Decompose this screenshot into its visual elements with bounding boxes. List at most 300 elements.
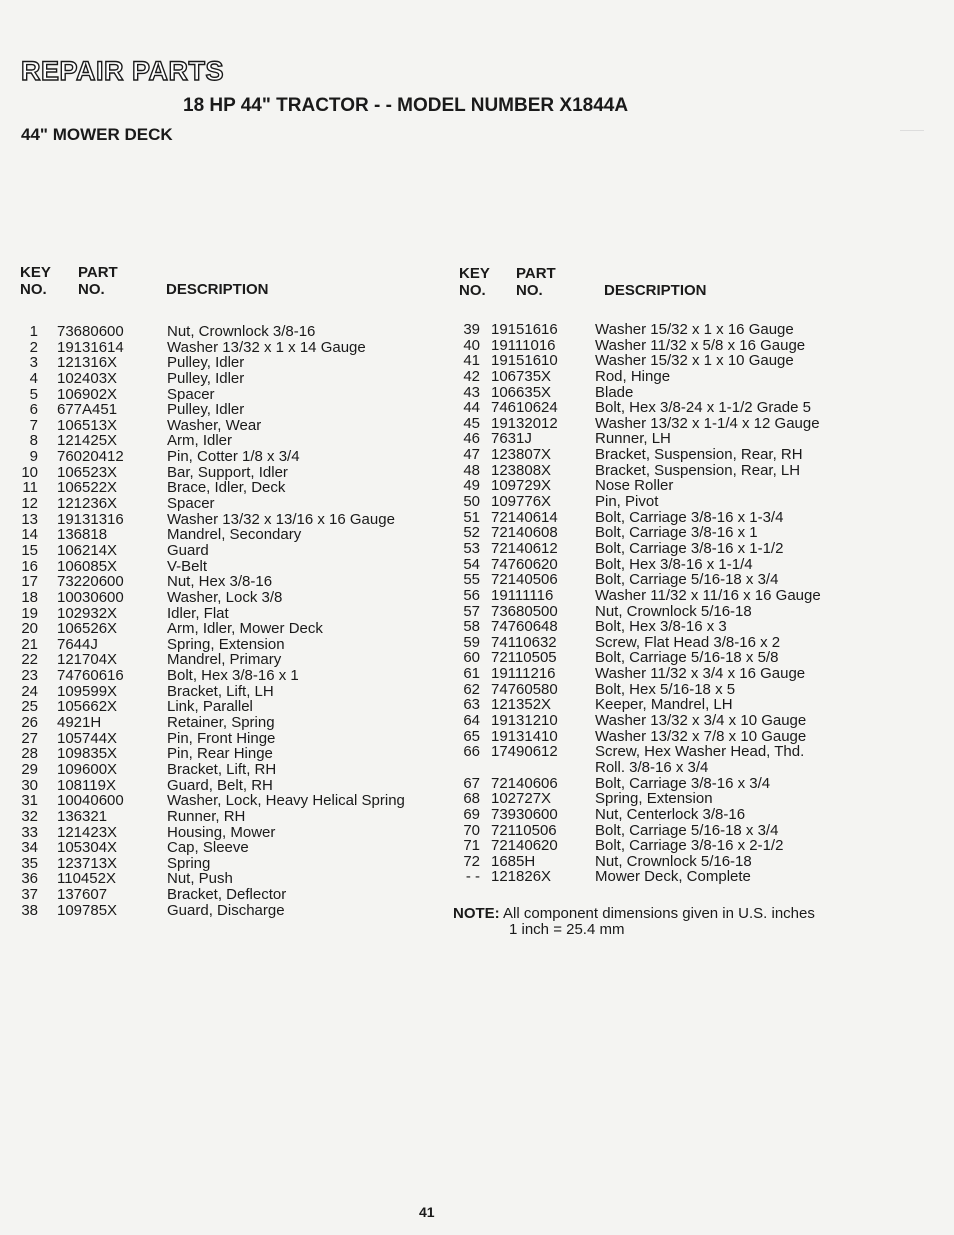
part-row xyxy=(450,400,821,416)
key-number: 61 xyxy=(463,665,480,683)
key-number: 16 xyxy=(21,557,38,575)
part-description: Washer 13/32 x 1-1/4 x 12 Gauge xyxy=(595,414,820,432)
part-description: Bolt, Carriage 3/8-16 x 3/4 xyxy=(595,774,771,792)
part-row xyxy=(20,684,405,700)
part-description: Bolt, Hex 3/8-16 x 3 xyxy=(595,618,727,636)
part-description: Washer 13/32 x 13/16 x 16 Gauge xyxy=(167,510,395,528)
part-row xyxy=(450,431,821,447)
key-number: 59 xyxy=(463,633,480,651)
part-description: Pin, Front Hinge xyxy=(167,729,276,747)
key-number: 50 xyxy=(463,493,480,511)
part-description: V-Belt xyxy=(167,557,208,575)
part-number: 73680500 xyxy=(491,602,558,620)
part-row xyxy=(450,557,821,573)
part-number: 19131410 xyxy=(491,727,558,745)
part-number: 19111016 xyxy=(491,336,556,354)
part-number: 109776X xyxy=(491,493,552,511)
part-number: 10030600 xyxy=(57,588,124,606)
part-description: Spacer xyxy=(167,495,215,513)
part-description: Nose Roller xyxy=(595,477,674,495)
part-number: 109785X xyxy=(57,901,118,919)
part-number xyxy=(491,760,595,776)
part-row xyxy=(20,340,405,356)
part-number: 7644J xyxy=(57,635,98,653)
part-number: 72140612 xyxy=(491,539,558,557)
key-number: 8 xyxy=(29,432,38,450)
note-text: All component dimensions given in U.S. inches xyxy=(503,905,815,922)
description-header-right: DESCRIPTION xyxy=(604,282,707,299)
dimension-note xyxy=(453,906,815,938)
part-row xyxy=(20,527,405,543)
part-description: Pin, Rear Hinge xyxy=(167,745,273,763)
part-row xyxy=(450,713,821,729)
key-number xyxy=(450,760,480,776)
section-heading: 44" MOWER DECK xyxy=(21,125,173,144)
key-number: 35 xyxy=(21,854,38,872)
key-number: 6 xyxy=(29,401,38,419)
key-number: 1 xyxy=(29,323,38,340)
key-number: 62 xyxy=(463,680,480,698)
key-number: 45 xyxy=(463,414,480,432)
part-row xyxy=(450,478,821,494)
part-description: Bracket, Deflector xyxy=(167,886,287,904)
part-number: 123808X xyxy=(491,461,552,479)
part-description: Bracket, Lift, LH xyxy=(167,682,274,700)
part-number: 19131316 xyxy=(57,510,124,528)
parts-list-left xyxy=(20,324,405,918)
key-number: 7 xyxy=(29,416,38,434)
part-number: 76020412 xyxy=(57,448,124,466)
part-description: Arm, Idler, Mower Deck xyxy=(167,620,323,638)
part-row xyxy=(450,338,821,354)
part-number: 74760620 xyxy=(491,555,558,573)
key-number: 51 xyxy=(463,508,480,526)
part-description: Bracket, Lift, RH xyxy=(167,760,277,778)
part-row xyxy=(20,840,405,856)
key-number: 34 xyxy=(21,839,38,857)
key-number: 23 xyxy=(21,667,38,685)
part-description: Washer, Wear xyxy=(167,416,262,434)
key-number: 57 xyxy=(463,602,480,620)
part-row xyxy=(450,463,821,479)
part-row xyxy=(20,871,405,887)
part-description: Bolt, Carriage 5/16-18 x 5/8 xyxy=(595,649,779,667)
part-number: 677A451 xyxy=(57,401,118,419)
part-number: 105744X xyxy=(57,729,118,747)
part-description: Mandrel, Primary xyxy=(167,651,282,669)
part-row xyxy=(450,541,821,557)
part-number: 110452X xyxy=(57,870,116,888)
key-number: 10 xyxy=(21,463,38,481)
part-row xyxy=(450,744,821,760)
part-description: Bolt, Carriage 3/8-16 x 1 xyxy=(595,524,758,542)
page-edge-mark xyxy=(900,130,924,131)
note-conversion: 1 inch = 25.4 mm xyxy=(509,921,625,938)
part-description: Washer, Lock 3/8 xyxy=(167,588,283,606)
key-number: 2 xyxy=(29,338,38,356)
key-number: 52 xyxy=(463,524,480,542)
key-number: 21 xyxy=(21,635,38,653)
part-description: Washer 11/32 x 11/16 x 16 Gauge xyxy=(595,586,821,604)
part-number: 72110505 xyxy=(491,649,557,667)
part-row xyxy=(20,543,405,559)
part-description: Mower Deck, Complete xyxy=(595,868,751,886)
part-description: Bolt, Carriage 5/16-18 x 3/4 xyxy=(595,821,779,839)
part-row xyxy=(20,637,405,653)
key-number: 20 xyxy=(21,620,38,638)
part-number: 72140614 xyxy=(491,508,558,526)
part-row xyxy=(20,371,405,387)
part-row xyxy=(450,854,821,870)
part-row xyxy=(450,619,821,635)
key-number: 43 xyxy=(463,383,480,401)
key-number: 71 xyxy=(463,837,480,855)
part-number: 123807X xyxy=(491,446,552,464)
part-number: 74110632 xyxy=(491,633,557,651)
part-number: 106513X xyxy=(57,416,118,434)
key-number: 53 xyxy=(463,539,480,557)
part-row xyxy=(20,449,405,465)
part-number: 123713X xyxy=(57,854,118,872)
part-number: 106085X xyxy=(57,557,118,575)
part-number: 106526X xyxy=(57,620,118,638)
key-number: 4 xyxy=(29,369,38,387)
part-number: 121352X xyxy=(491,696,552,714)
part-row xyxy=(20,731,405,747)
part-row xyxy=(20,715,405,731)
part-row xyxy=(450,823,821,839)
key-number: 54 xyxy=(463,555,480,573)
part-row xyxy=(20,418,405,434)
part-number: 106214X xyxy=(57,541,118,559)
part-row xyxy=(20,793,405,809)
part-number: 121826X xyxy=(491,868,552,886)
part-description: Pulley, Idler xyxy=(167,354,245,372)
part-description: Bolt, Carriage 3/8-16 x 1-3/4 xyxy=(595,508,784,526)
key-number: 15 xyxy=(21,541,38,559)
key-number: 33 xyxy=(21,823,38,841)
part-number: 109600X xyxy=(57,760,118,778)
part-number: 109599X xyxy=(57,682,118,700)
part-row xyxy=(20,825,405,841)
part-row xyxy=(450,791,821,807)
part-row xyxy=(450,416,821,432)
part-description: Housing, Mower xyxy=(167,823,276,841)
part-number: 1685H xyxy=(491,852,536,870)
key-header-left: KEY NO. xyxy=(20,264,51,298)
part-description: Nut, Crownlock 3/8-16 xyxy=(167,323,316,340)
part-number: 106522X xyxy=(57,479,118,497)
part-row xyxy=(20,355,405,371)
part-description: Nut, Hex 3/8-16 xyxy=(167,573,273,591)
part-description: Spacer xyxy=(167,385,215,403)
part-number: 102932X xyxy=(57,604,118,622)
part-number: 105662X xyxy=(57,698,118,716)
part-description: Guard, Discharge xyxy=(167,901,285,919)
part-number: 72140608 xyxy=(491,524,558,542)
key-number: 63 xyxy=(463,696,480,714)
part-description: Bolt, Carriage 3/8-16 x 1-1/2 xyxy=(595,539,784,557)
part-row xyxy=(450,572,821,588)
part-number: 19111216 xyxy=(491,665,556,683)
key-number: 47 xyxy=(463,446,480,464)
part-description: Cap, Sleeve xyxy=(167,839,249,857)
key-number: 64 xyxy=(463,712,480,730)
part-description: Link, Parallel xyxy=(167,698,253,716)
key-number: 5 xyxy=(29,385,38,403)
key-number: 12 xyxy=(21,495,38,513)
key-number: 55 xyxy=(463,571,480,589)
part-number: 73680600 xyxy=(57,323,124,340)
part-description: Nut, Push xyxy=(167,870,233,888)
part-row xyxy=(450,666,821,682)
key-number: 18 xyxy=(21,588,38,606)
note-label: NOTE: xyxy=(453,905,500,922)
part-row xyxy=(450,588,821,604)
key-number: 42 xyxy=(463,367,480,385)
part-description: Retainer, Spring xyxy=(167,714,275,732)
key-number: - - xyxy=(465,868,480,886)
page-title: REPAIR PARTS xyxy=(21,56,225,86)
part-row xyxy=(450,369,821,385)
part-description: Screw, Flat Head 3/8-16 x 2 xyxy=(595,633,781,651)
part-number: 136321 xyxy=(57,807,108,825)
key-number: 39 xyxy=(463,321,480,338)
key-number: 36 xyxy=(21,870,38,888)
key-number: 66 xyxy=(463,743,480,761)
key-number: 9 xyxy=(29,448,38,466)
part-row xyxy=(450,682,821,698)
part-description: Guard xyxy=(167,541,209,559)
part-description: Bolt, Hex 3/8-24 x 1-1/2 Grade 5 xyxy=(595,399,811,417)
part-row xyxy=(450,353,821,369)
part-row xyxy=(20,887,405,903)
key-number: 41 xyxy=(463,352,480,370)
part-number: 73220600 xyxy=(57,573,124,591)
part-row xyxy=(20,559,405,575)
part-description: Nut, Crownlock 5/16-18 xyxy=(595,852,752,870)
part-description: Washer, Lock, Heavy Helical Spring xyxy=(167,792,405,810)
part-description: Guard, Belt, RH xyxy=(167,776,273,794)
part-number: 121236X xyxy=(57,495,118,513)
part-number: 19131210 xyxy=(491,712,558,730)
part-row xyxy=(450,635,821,651)
key-number: 11 xyxy=(22,479,38,497)
part-row xyxy=(20,668,405,684)
part-header-left: PART NO. xyxy=(78,264,118,298)
part-number: 106635X xyxy=(491,383,552,401)
part-number: 105304X xyxy=(57,839,118,857)
part-row xyxy=(450,510,821,526)
part-number: 19111116 xyxy=(491,586,554,604)
part-number: 137607 xyxy=(57,886,108,904)
key-number: 56 xyxy=(463,586,480,604)
part-number: 121425X xyxy=(57,432,118,450)
part-row xyxy=(450,729,821,745)
part-description: Bracket, Suspension, Rear, LH xyxy=(595,461,801,479)
part-number: 121316X xyxy=(57,354,118,372)
part-number: 19151616 xyxy=(491,321,558,338)
part-description: Rod, Hinge xyxy=(595,367,671,385)
part-description: Bolt, Carriage 5/16-18 x 3/4 xyxy=(595,571,779,589)
part-row xyxy=(20,809,405,825)
part-number: 102403X xyxy=(57,369,118,387)
part-row xyxy=(20,778,405,794)
key-number: 58 xyxy=(463,618,480,636)
part-row xyxy=(20,433,405,449)
part-row xyxy=(20,324,405,340)
key-number: 28 xyxy=(21,745,38,763)
part-description: Runner, LH xyxy=(595,430,671,448)
key-number: 67 xyxy=(463,774,480,792)
part-description: Mandrel, Secondary xyxy=(167,526,302,544)
part-row xyxy=(20,652,405,668)
part-description: Brace, Idler, Deck xyxy=(167,479,286,497)
part-number: 72140506 xyxy=(491,571,558,589)
description-header-left: DESCRIPTION xyxy=(166,281,269,298)
part-number: 74760648 xyxy=(491,618,558,636)
part-description: Runner, RH xyxy=(167,807,246,825)
part-description: Pulley, Idler xyxy=(167,401,245,419)
part-number: 106902X xyxy=(57,385,118,403)
part-row xyxy=(20,574,405,590)
part-description: Washer 13/32 x 7/8 x 10 Gauge xyxy=(595,727,807,745)
key-number: 17 xyxy=(21,573,38,591)
key-number: 70 xyxy=(463,821,480,839)
part-description: Spring, Extension xyxy=(595,790,713,808)
part-number: 72140606 xyxy=(491,774,558,792)
part-row xyxy=(450,650,821,666)
part-row xyxy=(450,697,821,713)
part-row xyxy=(20,387,405,403)
key-number: 22 xyxy=(21,651,38,669)
key-number: 38 xyxy=(21,901,38,919)
key-number: 27 xyxy=(21,729,38,747)
part-row xyxy=(20,856,405,872)
key-number: 68 xyxy=(463,790,480,808)
part-row xyxy=(20,621,405,637)
key-number: 32 xyxy=(21,807,38,825)
part-description: Washer 15/32 x 1 x 16 Gauge xyxy=(595,321,794,338)
parts-list-right xyxy=(450,322,821,885)
part-row xyxy=(450,525,821,541)
key-number: 26 xyxy=(21,714,38,732)
part-description: Arm, Idler xyxy=(167,432,233,450)
part-number: 17490612 xyxy=(491,743,558,761)
part-header-right: PART NO. xyxy=(516,265,556,299)
part-number: 72110506 xyxy=(491,821,557,839)
key-number: 24 xyxy=(21,682,38,700)
part-number: 106735X xyxy=(491,367,552,385)
key-number: 19 xyxy=(21,604,38,622)
key-number: 29 xyxy=(21,760,38,778)
key-header-right: KEY NO. xyxy=(459,265,490,299)
part-description: Screw, Hex Washer Head, Thd. xyxy=(595,743,805,761)
part-row xyxy=(450,494,821,510)
part-description: Washer 15/32 x 1 x 10 Gauge xyxy=(595,352,794,370)
part-number: 109729X xyxy=(491,477,552,495)
part-description: Washer 13/32 x 3/4 x 10 Gauge xyxy=(595,712,807,730)
part-row xyxy=(450,838,821,854)
part-row xyxy=(20,512,405,528)
key-number: 60 xyxy=(463,649,480,667)
part-number: 19131614 xyxy=(57,338,124,356)
part-number: 74760616 xyxy=(57,667,124,685)
part-row xyxy=(20,465,405,481)
part-description: Spring, Extension xyxy=(167,635,285,653)
part-number: 4921H xyxy=(57,714,102,732)
part-description: Bolt, Carriage 3/8-16 x 2-1/2 xyxy=(595,837,784,855)
key-number: 69 xyxy=(463,805,480,823)
part-row xyxy=(20,402,405,418)
part-row xyxy=(450,760,821,776)
part-description: Bar, Support, Idler xyxy=(167,463,288,481)
part-row xyxy=(450,604,821,620)
key-number: 30 xyxy=(21,776,38,794)
part-row xyxy=(450,322,821,338)
part-number: 10040600 xyxy=(57,792,124,810)
part-row xyxy=(450,776,821,792)
part-description: Washer 13/32 x 1 x 14 Gauge xyxy=(167,338,366,356)
part-description: Bolt, Hex 3/8-16 x 1 xyxy=(167,667,299,685)
part-row xyxy=(20,590,405,606)
part-description: Idler, Flat xyxy=(167,604,229,622)
part-description: Washer 11/32 x 3/4 x 16 Gauge xyxy=(595,665,806,683)
part-number: 74760580 xyxy=(491,680,558,698)
key-number: 25 xyxy=(21,698,38,716)
part-number: 19132012 xyxy=(491,414,558,432)
part-number: 121423X xyxy=(57,823,118,841)
part-number: 74610624 xyxy=(491,399,558,417)
part-description: Spring xyxy=(167,854,211,872)
part-row xyxy=(20,496,405,512)
key-number: 3 xyxy=(29,354,38,372)
key-number: 40 xyxy=(463,336,480,354)
part-row xyxy=(450,807,821,823)
key-number: 48 xyxy=(463,461,480,479)
part-row xyxy=(450,869,821,885)
part-description: Washer 11/32 x 5/8 x 16 Gauge xyxy=(595,336,806,354)
key-number: 44 xyxy=(463,399,480,417)
key-number: 14 xyxy=(21,526,38,544)
part-description: Blade xyxy=(595,383,634,401)
part-row xyxy=(20,746,405,762)
part-number: 109835X xyxy=(57,745,118,763)
part-description: Pulley, Idler xyxy=(167,369,245,387)
part-description: Bolt, Hex 5/16-18 x 5 xyxy=(595,680,736,698)
part-description: Nut, Centerlock 3/8-16 xyxy=(595,805,746,823)
part-number: 19151610 xyxy=(491,352,558,370)
part-row xyxy=(450,447,821,463)
key-number: 46 xyxy=(463,430,480,448)
part-number: 106523X xyxy=(57,463,118,481)
key-number: 65 xyxy=(463,727,480,745)
part-description: Roll. 3/8-16 x 3/4 xyxy=(595,758,709,776)
part-row xyxy=(20,762,405,778)
part-number: 136818 xyxy=(57,526,108,544)
part-number: 102727X xyxy=(491,790,552,808)
part-number: 108119X xyxy=(57,776,116,794)
part-number: 121704X xyxy=(57,651,118,669)
part-row xyxy=(450,385,821,401)
key-number: 37 xyxy=(21,886,38,904)
part-row xyxy=(20,903,405,919)
part-description: Bracket, Suspension, Rear, RH xyxy=(595,446,803,464)
part-description: Bolt, Hex 3/8-16 x 1-1/4 xyxy=(595,555,753,573)
part-description: Nut, Crownlock 5/16-18 xyxy=(595,602,752,620)
part-row xyxy=(20,699,405,715)
part-description: Pin, Pivot xyxy=(595,493,659,511)
